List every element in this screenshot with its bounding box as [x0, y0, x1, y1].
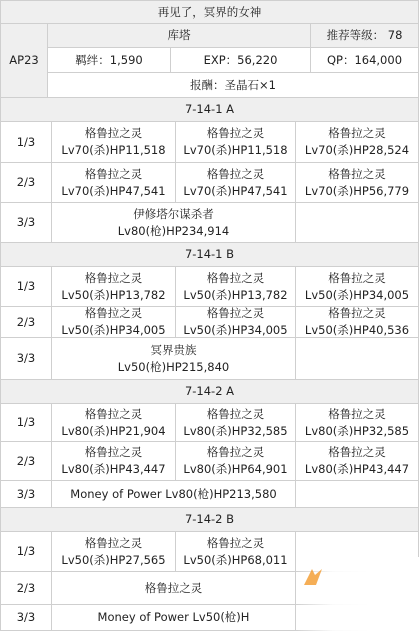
recommended-level: 推荐等级： 78 — [311, 24, 418, 47]
enemy-name: 格鲁拉之灵 — [328, 445, 386, 459]
bond-reward: 羁绊：1,590 — [75, 52, 143, 67]
enemy-stats: Lv80(杀)HP32,585 — [304, 423, 410, 438]
enemy-cell — [176, 532, 295, 571]
enemy-stats: Lv50(杀)HP68,011 — [183, 552, 288, 567]
wave-label: 1/3 — [16, 544, 36, 558]
enemy-cell — [176, 404, 295, 441]
enemy-cell — [52, 442, 175, 480]
enemy-stats: Lv50(杀)HP13,782 — [61, 287, 166, 302]
enemy-stats: Lv80(杀)HP43,447 — [304, 462, 410, 476]
enemy-stats: Lv50(杀)HP34,005 — [183, 323, 288, 337]
enemy-cell — [296, 122, 418, 162]
enemy-name: 格鲁拉之灵 — [328, 306, 386, 320]
enemy-name: 冥界贵族 — [150, 342, 197, 357]
enemy-cell — [52, 532, 175, 571]
enemy-name: 格鲁拉之灵 — [328, 166, 386, 181]
wave-label: 2/3 — [16, 314, 36, 329]
section-title: 7-14-1 A — [1, 98, 418, 121]
qp-reward: QP：164,000 — [326, 52, 403, 67]
enemy-cell — [296, 307, 418, 337]
enemy-cell — [52, 572, 295, 604]
enemy-name: 格鲁拉之灵 — [206, 445, 265, 459]
enemy-stats: Money of Power Lv80(枪)HP213,580 — [70, 486, 277, 501]
brand-logo-icon — [302, 566, 324, 588]
wave-label: 2/3 — [16, 580, 36, 595]
enemy-stats: Lv50(杀)HP13,782 — [183, 287, 288, 302]
wave-label: 1/3 — [16, 415, 36, 429]
section-title: 7-14-1 B — [1, 243, 418, 266]
wave-label: 3/3 — [16, 486, 36, 501]
wave-label: 1/3 — [16, 279, 36, 293]
enemy-cell — [296, 442, 418, 480]
enemy-stats: Lv70(杀)HP47,541 — [61, 183, 166, 198]
enemy-stats: Lv70(杀)HP11,518 — [61, 143, 166, 157]
enemy-stats: Lv70(杀)HP28,524 — [304, 143, 410, 157]
enemy-name: 格鲁拉之灵 — [84, 166, 143, 181]
enemy-cell — [52, 307, 175, 337]
section-title: 7-14-2 B — [1, 508, 418, 531]
enemy-name: 格鲁拉之灵 — [144, 580, 203, 595]
enemy-stats: Lv50(杀)HP34,005 — [61, 323, 166, 337]
enemy-stats: Lv50(杀)HP34,005 — [304, 287, 410, 302]
enemy-name: 格鲁拉之灵 — [206, 270, 265, 285]
wave-label: 1/3 — [16, 134, 36, 149]
exp-reward: EXP：56,220 — [203, 52, 278, 67]
enemy-stats: Lv50(杀)HP40,536 — [304, 323, 410, 337]
ap-cost: AP23 — [1, 24, 47, 97]
enemy-name: 格鲁拉之灵 — [84, 126, 143, 140]
enemy-stats: Lv70(杀)HP11,518 — [183, 143, 288, 157]
enemy-cell — [52, 122, 175, 162]
enemy-cell — [296, 267, 418, 306]
enemy-stats: Money of Power Lv50(枪)H — [97, 610, 250, 624]
enemy-name: 格鲁拉之灵 — [206, 126, 265, 140]
enemy-name: 格鲁拉之灵 — [84, 270, 143, 285]
enemy-name: 格鲁拉之灵 — [84, 445, 143, 459]
enemy-stats: Lv80(杀)HP32,585 — [183, 423, 288, 438]
enemy-name: 格鲁拉之灵 — [206, 306, 265, 320]
wave-label: 2/3 — [16, 175, 36, 189]
wave-label: 3/3 — [16, 610, 36, 624]
enemy-name: 库塔 — [48, 24, 310, 47]
enemy-stats: Lv80(杀)HP64,901 — [183, 462, 288, 476]
enemy-name: 格鲁拉之灵 — [84, 535, 143, 550]
enemy-stats: Lv80(杀)HP43,447 — [61, 462, 166, 476]
enemy-stats: Lv80(杀)HP21,904 — [61, 423, 166, 438]
enemy-stats: Lv50(杀)HP27,565 — [61, 552, 166, 567]
enemy-name: 格鲁拉之灵 — [328, 270, 386, 285]
enemy-cell — [52, 203, 295, 242]
enemy-name: 格鲁拉之灵 — [328, 126, 386, 140]
enemy-name: 格鲁拉之灵 — [328, 406, 386, 421]
enemy-stats: Lv70(杀)HP56,779 — [304, 183, 410, 198]
section-title: 7-14-2 A — [1, 380, 418, 403]
enemy-name: 伊修塔尔谋杀者 — [133, 206, 214, 221]
item-reward: 报酬：圣晶石×1 — [190, 77, 276, 92]
enemy-name: 格鲁拉之灵 — [206, 535, 265, 550]
enemy-cell — [296, 163, 418, 202]
enemy-cell — [52, 404, 175, 441]
enemy-stats: Lv70(杀)HP47,541 — [183, 183, 288, 198]
enemy-name: 格鲁拉之灵 — [84, 406, 143, 421]
enemy-stats: Lv50(枪)HP215,840 — [117, 359, 230, 374]
enemy-cell — [52, 338, 295, 379]
page-title: 再见了，冥界的女神 — [1, 1, 418, 23]
wave-label: 2/3 — [16, 453, 36, 468]
wave-label: 3/3 — [16, 351, 36, 365]
enemy-cell — [176, 442, 295, 480]
enemy-cell — [176, 267, 295, 306]
enemy-name: 格鲁拉之灵 — [206, 406, 265, 421]
enemy-cell — [52, 163, 175, 202]
enemy-stats: Lv80(枪)HP234,914 — [117, 223, 230, 238]
enemy-cell — [176, 163, 295, 202]
enemy-name: 格鲁拉之灵 — [206, 166, 265, 181]
enemy-cell — [52, 267, 175, 306]
enemy-name: 格鲁拉之灵 — [84, 306, 143, 320]
enemy-cell — [176, 122, 295, 162]
enemy-cell — [176, 307, 295, 337]
enemy-cell — [296, 404, 418, 441]
wave-label: 3/3 — [16, 215, 36, 229]
